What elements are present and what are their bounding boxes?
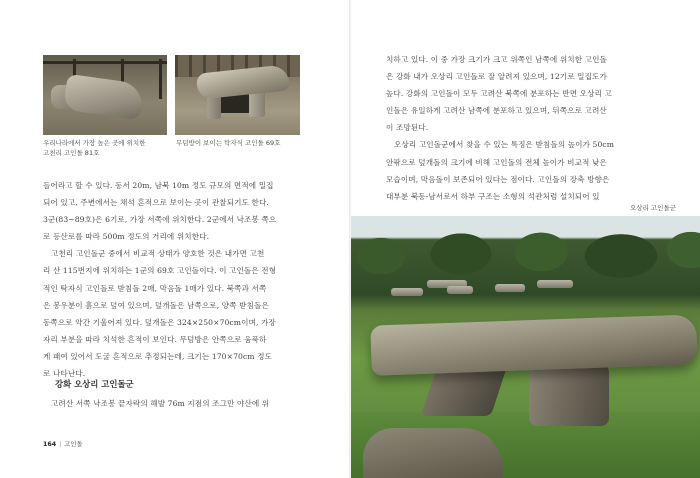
photo-dolmen-69 [175,55,300,135]
distant-dolmen [391,288,423,296]
text-line: 인돌은 유일하게 고려산 남쪽에 분포하고 있으며, 뒤쪽으로 고려산 [386,106,607,116]
text-line: 들어라고 할 수 있다. 동서 20m, 남북 10m 정도 규모의 면적에 밀집 [43,181,274,190]
photo-caption-81 [43,138,145,158]
text-line: 로 나타난다. [43,369,86,379]
text-line: 적인 탁자식 고인돌로 받침돌 2매, 막음돌 1매가 있다. 북쪽과 서쪽 [43,283,267,293]
caption-line: 우리나라에서 가장 높은 곳에 위치한 [43,139,146,147]
forest-background [351,216,700,298]
photo-caption-69 [176,138,280,148]
text-line: 이 조망된다. [386,123,429,133]
dolmen-capstone [370,314,698,375]
dolmen-capstone [63,74,145,121]
fence-rail [43,61,167,64]
text-line: 3군(83~89호)은 6기로, 가장 서쪽에 위치한다. 2군에서 낙조봉 쪽으 [43,215,277,225]
text-line: 로 등산로를 따라 500m 정도의 거리에 위치한다. [43,232,210,242]
text-line: 자리 부분을 따라 치석한 흔적이 보인다. 무덤방은 안쪽으로 움푹하 [43,334,267,344]
text-line: 되어 있고, 주변에서는 채석 흔적으로 보이는 곳이 관찰되기도 한다. [43,198,269,208]
text-line: 높다. 강화의 고인돌이 모두 고려산 북쪽에 분포하는 반면 오상리 고 [386,89,612,99]
text-line: 동쪽으로 약간 기울어져 있다. 덮개돌은 324×250×70cm이며, 가장 [43,317,276,327]
photo-caption-osangri: 오상리 고인돌군 [630,204,677,212]
caption-line: 고천리 고인돌 81호 [43,149,100,157]
fence-post [159,59,162,99]
caption-line: 무덤방이 보이는 탁자식 고인돌 69호 [176,139,281,147]
foreground-rock [363,428,503,478]
text-line: 고천리 고인돌군 중에서 비교적 상태가 양호한 것은 내가면 고천 [51,249,265,259]
text-line: 치하고 있다. 이 중 가장 크기가 크고 위쪽인 남쪽에 위치한 고인돌 [386,55,607,64]
text-line: 리 산 115번지에 위치하는 1군의 69호 고인돌이다. 이 고인돌은 전형 [43,266,277,276]
folio-separator: | [59,441,62,448]
support-stone [529,364,609,426]
text-line: 은 강화 내가 오상리 고인돌로 잘 알려져 있으며, 12기로 밀집도가 [386,72,607,82]
running-title: 고인돌 [64,441,83,448]
page-folio [43,439,83,448]
text-line: 고려산 서쪽 낙조봉 끝자락의 해발 76m 지점의 조그만 야산에 위 [51,399,270,408]
page-number: 164 [43,441,57,448]
photo-dolmen-81 [43,55,167,135]
text-line: 모습이며, 막음돌이 보존되어 있다는 점이다. 고인돌의 장축 방향은 [386,174,610,184]
left-body-text [43,177,303,382]
distant-dolmen [447,286,473,294]
text-line: 오상리 고인돌군에서 찾을 수 있는 특징은 받침돌의 높이가 50cm [394,140,615,150]
section-heading: 강화 오상리 고인돌군 [55,379,134,389]
left-body-text-continued [43,395,303,412]
photo-osangri-dolmens [351,216,700,478]
right-body-text [386,51,676,205]
text-line: 게 패여 있어서 도굴 흔적으로 추정되는데, 크기는 170×70cm 정도 [43,351,272,361]
text-line: 은 봉우분이 흙으로 덮여 있으며, 덮개돌은 남쪽으로, 양쪽 받침돌은 [43,300,269,310]
distant-dolmen [537,280,573,288]
text-line: 안팎으로 덮개돌의 크기에 비해 고인돌의 전체 높이가 비교적 낮은 [386,157,607,167]
distant-dolmen [495,284,525,292]
text-line: 대부분 북동-남서로서 하부 구조는 소형의 석관처럼 설치되어 있 [386,191,600,201]
